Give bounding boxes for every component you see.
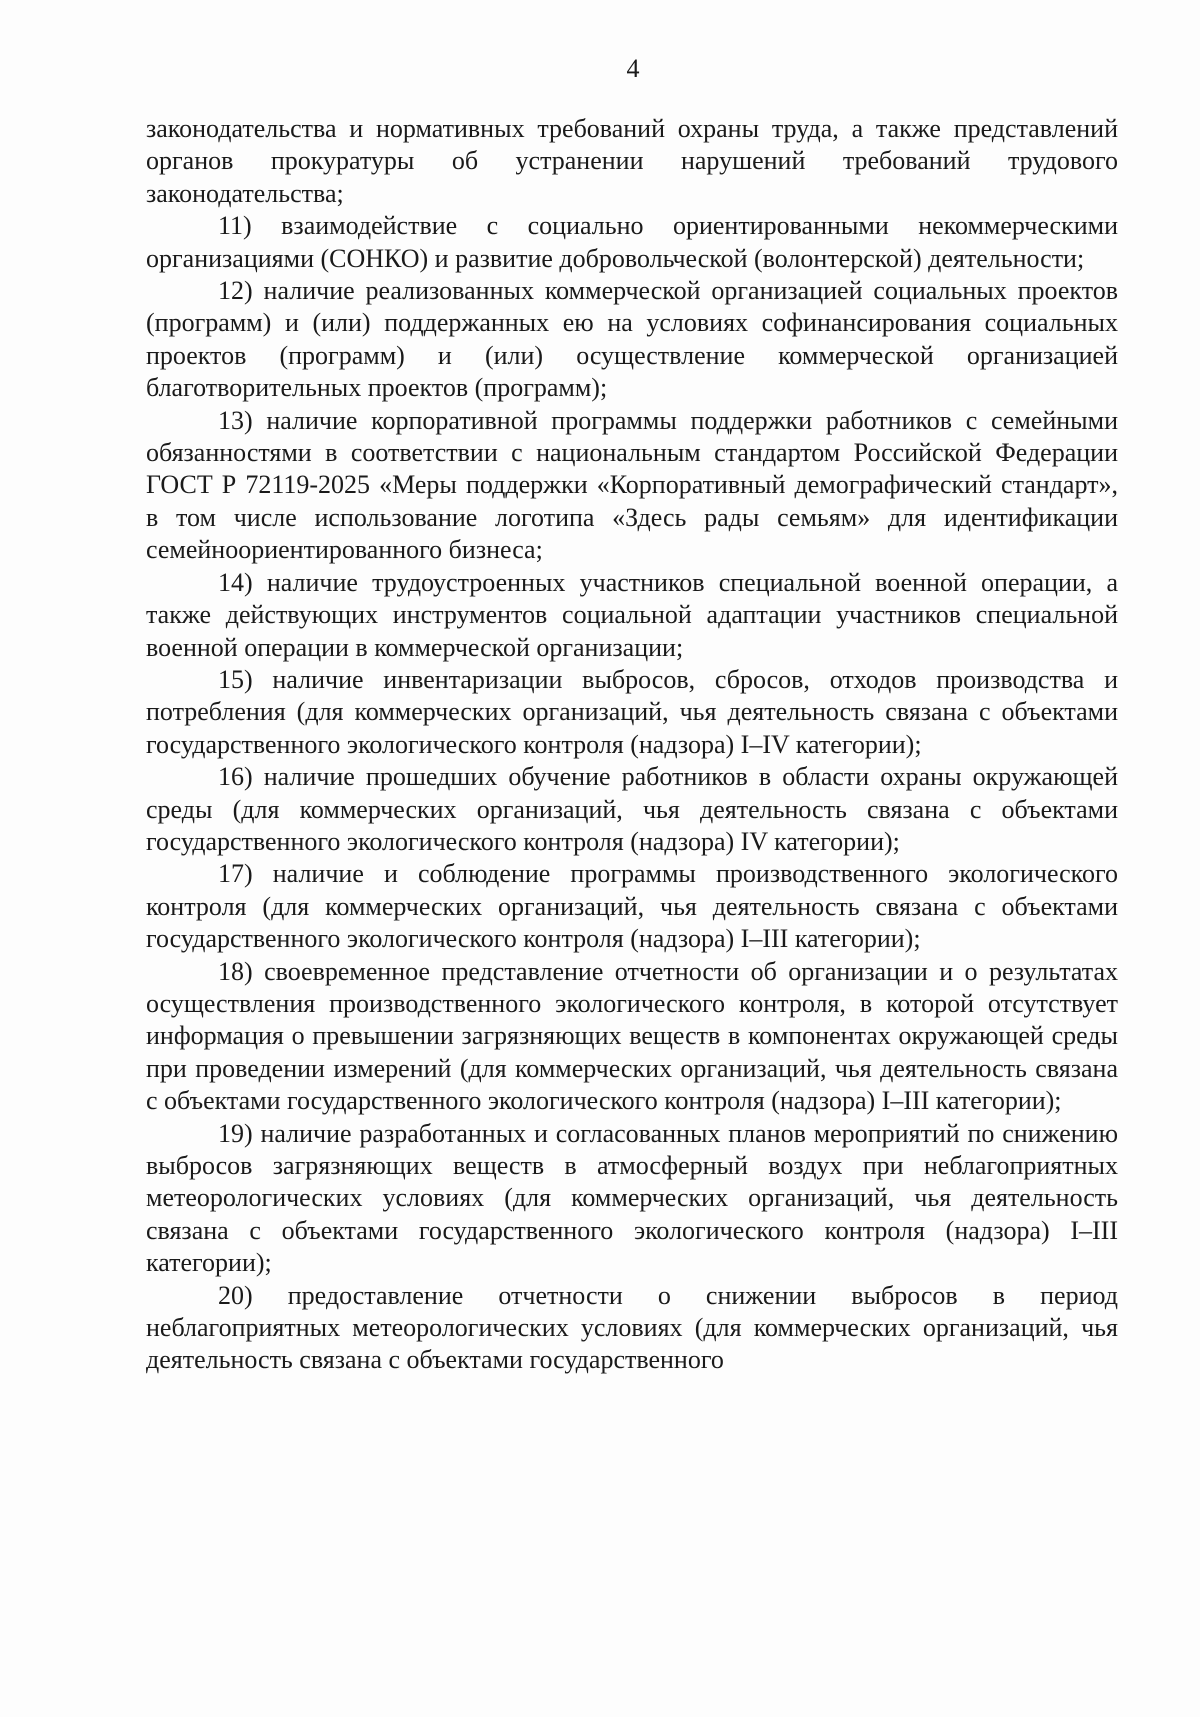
list-item-11: 11) взаимодействие с социально ориентированными некоммерческими организациями (СОНКО) и развитие добровольческой (волонтерской) деятельности; <box>146 211 1118 273</box>
page-number: 4 <box>626 54 640 83</box>
list-item-16: 16) наличие прошедших обучение работников в области охраны окружающей среды (для коммерческих организаций, чья деятельность связана с объектами государственного экологического контроля (надзора) IV категории); <box>146 762 1118 856</box>
document-body <box>146 113 1118 1377</box>
list-item-19: 19) наличие разработанных и согласованных планов мероприятий по снижению выбросов загрязняющих веществ в атмосферный воздух при неблагоприятных метеорологических условиях (для коммерческих организаций, чья деятельность связана с объектами государственного экологического контроля (надзора) I–III категории); <box>146 1118 1118 1278</box>
list-item-14: 14) наличие трудоустроенных участников специальной военной операции, а также действующих инструментов социальной адаптации участников специальной военной операции в коммерческой организации; <box>146 567 1118 662</box>
list-item-12: 12) наличие реализованных коммерческой организацией социальных проектов (программ) и (или) поддержанных ею на условиях софинансирования социальных проектов (программ) и (или) осуществление коммерческой организацией благотворительных проектов (программ); <box>146 276 1118 403</box>
list-item-13: 13) наличие корпоративной программы поддержки работников с семейными обязанностями в соответствии с национальным стандартом Российской Федерации ГОСТ Р 72119-2025 «Меры поддержки «Корпоративный демографический стандарт», в том числе использование логотипа «Здесь рады семьям» для идентификации семейноориентированного бизнеса; <box>146 405 1118 565</box>
list-item-20: 20) предоставление отчетности о снижении выбросов в период неблагоприятных метеорологических условиях (для коммерческих организаций, чья деятельность связана с объектами государственного <box>146 1280 1118 1375</box>
list-item-15: 15) наличие инвентаризации выбросов, сбросов, отходов производства и потребления (для коммерческих организаций, чья деятельность связана с объектами государственного экологического контроля (надзора) I–IV категории); <box>146 664 1118 759</box>
list-item-17: 17) наличие и соблюдение программы производственного экологического контроля (для коммерческих организаций, чья деятельность связана с объектами государственного экологического контроля (надзора) I–III категории); <box>146 859 1118 954</box>
continuation-paragraph: законодательства и нормативных требований охраны труда, а также представлений органов прокуратуры об устранении нарушений требований трудового законодательства; <box>146 114 1118 208</box>
list-item-18: 18) своевременное представление отчетности об организации и о результатах осуществления производственного экологического контроля, в которой отсутствует информация о превышении загрязняющих веществ в компонентах окружающей среды при проведении измерений (для коммерческих организаций, чья деятельность связана с объектами государственного экологического контроля (надзора) I–III категории); <box>146 956 1118 1116</box>
